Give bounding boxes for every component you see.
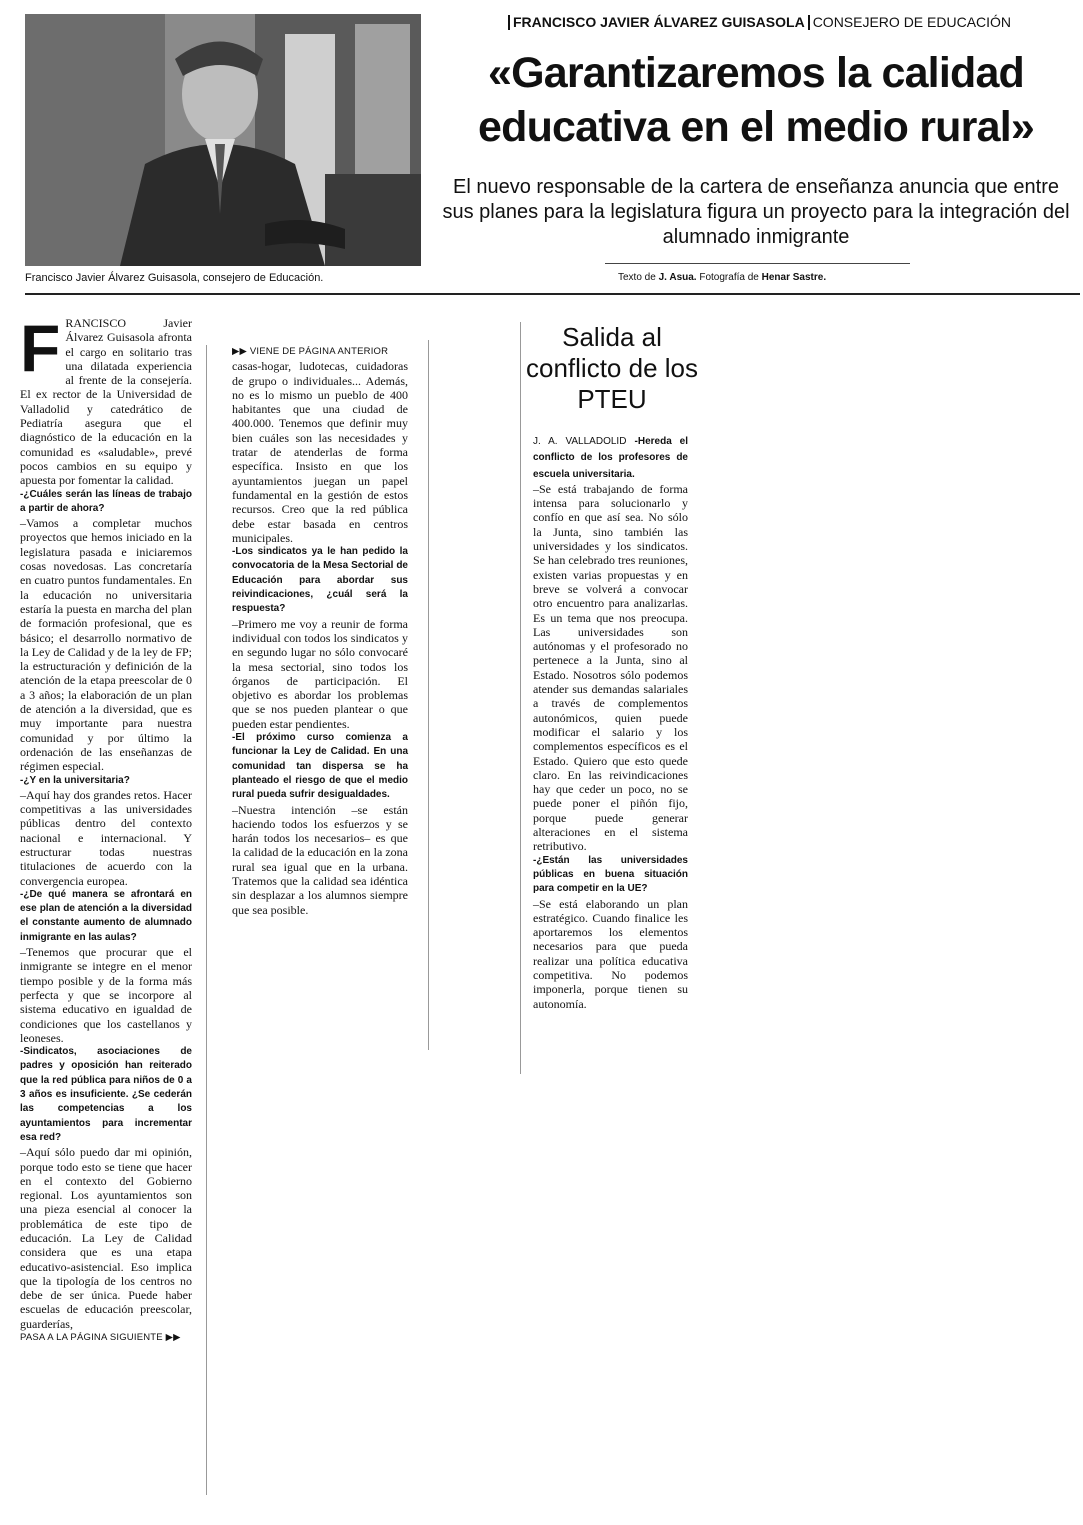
sidebar-column — [533, 433, 688, 1011]
credit-photo-label: Fotografía de — [699, 272, 759, 283]
column-divider — [428, 340, 429, 1050]
kicker — [505, 14, 1065, 30]
answer: –Nuestra intención –se están haciendo todos los esfuerzos y se harán todos los necesarios– es que la calidad de la educación en la zona rural sea igual que en la urbana. Tratemos que la calidad sea idéntica sin desplazar a los alumnos siempre que sea posible. — [232, 802, 408, 917]
interviewee-name: FRANCISCO JAVIER ÁLVAREZ GUISASOLA — [513, 14, 805, 30]
answer: –Aquí hay dos grandes retos. Hacer competitivas a las universidades públicas dentro del contexto nacional e internacional. Y estructurar todas nuestras titulaciones de acuerdo con la convergencia europea. — [20, 787, 192, 888]
interviewee-role: CONSEJERO DE EDUCACIÓN — [812, 14, 1012, 30]
sidebar-title: Salida al conflicto de los PTEU — [526, 322, 698, 414]
question: -¿Cuáles serán las líneas de trabajo a partir de ahora? — [20, 488, 192, 514]
drop-cap: F — [20, 311, 61, 385]
question: -El próximo curso comienza a funcionar la Ley de Calidad. En una comunidad tan dispersa se ha planteado el riesgo de que el medio rural pueda sufrir desigualdades. — [232, 732, 408, 801]
answer: –Se está elaborando un plan estratégico. Cuando finalice les aportaremos los elementos necesarios para que pueda realizar una política educativa competitiva. No podemos imponerla, porque tienen su autonomía. — [533, 896, 688, 1011]
headline: «Garantizaremos la calidad educativa en el medio rural» — [478, 49, 1034, 151]
sidebar-intro: -Hereda el conflicto de los profesores de escuela universitaria. — [533, 436, 689, 480]
kicker-divider — [508, 15, 510, 30]
column-divider — [206, 345, 207, 1495]
header-rule — [25, 293, 1080, 295]
answer: –Aquí sólo puedo dar mi opinión, porque todo esto se tiene que hacer en el contexto del Gobierno regional. Los ayuntamientos son una pieza esencial al conocer la problemática de este tipo de educación. La Ley de Calidad considera que es una etapa educativo-asistencial. Eso implica que la tipología de los centros no debe de ser única. Puede haber escuelas de educación preescolar, guarderías, — [20, 1145, 192, 1331]
photo-caption: Francisco Javier Álvarez Guisasola, consejero de Educación. — [25, 272, 324, 284]
question: -¿Están las universidades públicas en buena situación para competir en la UE? — [533, 854, 688, 895]
continued-from-label: ▶▶ VIENE DE PÁGINA ANTERIOR — [232, 346, 389, 357]
sidebar-border — [520, 322, 521, 1074]
byline — [618, 272, 826, 283]
credit-photographer: Henar Sastre. — [761, 272, 827, 283]
credit-author: J. Asua. — [658, 272, 697, 283]
article-column-1 — [20, 311, 192, 1345]
answer: –Se está trabajando de forma intensa para solucionarlo y confío en que así sea. No sólo la Junta, sino también las universidades y los sindicatos. Se han celebrado tres reuniones, existen varias propuestas y en breve se volverá a convocar otro encuentro para analizarlas. Es un tema que nos preocupa. Las universidades son autónomas y el profesorado no pertenece a la Junta, sino al Estado. Nosotros sólo podemos atender sus demandas salariales a través de complementos autonómicos, quien puede modificar el salario y los complementos específicos es el Estado. Quiero que esto quede claro. En las reivindicaciones hay que ceder un poco, no se puede poner el piñón fijo, porque puede generar alteraciones en el sistema retributivo. — [533, 481, 688, 854]
subheadline: El nuevo responsable de la cartera de enseñanza anuncia que entre sus planes para la legislatura figura un proyecto para la integración del alumnado inmigrante — [442, 176, 1070, 248]
question: -Los sindicatos ya le han pedido la convocatoria de la Mesa Sectorial de Educación para abordar sus reivindicaciones, ¿cuál será la respuesta? — [232, 546, 408, 615]
kicker-divider — [808, 15, 810, 30]
question: -Sindicatos, asociaciones de padres y oposición han reiterado que la red pública para niños de 0 a 3 años es insuficiente. ¿Se cederán las competencias a los ayuntamientos para incrementar esa red? — [20, 1046, 192, 1143]
question: -¿Y en la universitaria? — [20, 774, 130, 786]
answer: –Vamos a completar muchos proyectos que hemos iniciado en la legislatura pasada e iniciaremos cosas novedosas. Las concretaría en cuatro puntos fundamentales. En la educación no universitaria estaría la puesta en marcha del plan de formación profesional, que es básico; el desarrollo normativo de la Ley de Calidad y de la ley de FP; la estructuración y definición de la atención de la etapa preescolar de 0 a 3 años; la elaboración de un plan de atención a la diversidad, que es muy importante para nuestra comunidad y por último la ordenación de las enseñanzas de régimen especial. — [20, 516, 192, 774]
answer: –Tenemos que procurar que el inmigrante se integre en el menor tiempo posible y de la forma más perfecta y que se incorpore al sistema educativo en igualdad de condiciones que los castellanos y leoneses. — [20, 945, 192, 1045]
credit-divider — [605, 263, 910, 264]
article-column-2 — [232, 345, 408, 917]
credit-text-label: Texto de — [618, 272, 656, 283]
continued-to-label: PASA A LA PÁGINA SIGUIENTE ▶▶ — [20, 1332, 181, 1344]
question: -¿De qué manera se afrontará en ese plan de atención a la diversidad el constante aumento de alumnado inmigrante en las aulas? — [20, 888, 192, 943]
answer: –Primero me voy a reunir de forma individual con todos los sindicatos y en segundo lugar no sólo convocaré la mesa sectorial, sino todos los órganos de participación. El objetivo es abordar los problemas que se nos pueden plantear o que pueden estar pendientes. — [232, 616, 408, 731]
sidebar-dateline: J. A. VALLADOLID — [533, 436, 627, 447]
lead-paragraph: RANCISCO Javier Álvarez Guisasola afronta el cargo en solitario tras una dilatada experiencia al frente de la consejería. El ex rector de la Universidad de Valladolid y catedrático de Pediatría asegura que el diagnóstico de la educación en la comunidad es «saludable», prevé pocos cambios en su equipo y apuesta por fomentar la calidad. — [20, 316, 192, 488]
answer: casas-hogar, ludotecas, cuidadoras de grupo o individuales... Además, no es lo mismo un pueblo de 400 habitantes que una ciudad de 400.000. Tenemos que definir muy bien cuáles son las necesidades y tratar de atenderlas de forma específica. Insisto en que los ayuntamientos juegan un papel fundamental en la gestión de estos recursos. Creo que la red pública debe estar basada en centros municipales. — [232, 359, 408, 545]
portrait-illustration — [25, 14, 421, 266]
portrait-photo — [25, 14, 421, 266]
